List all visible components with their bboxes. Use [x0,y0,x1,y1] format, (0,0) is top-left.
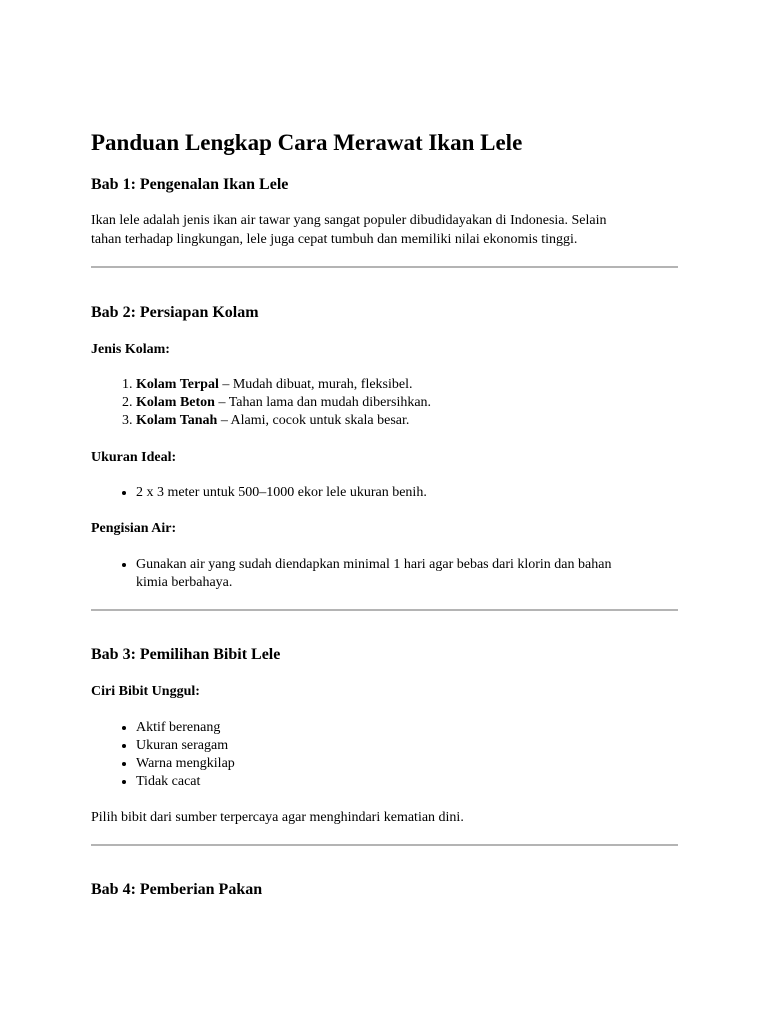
bab1-paragraph [91,211,671,249]
list-item: • Warna mengkilap [136,755,656,773]
list-item: • Aktif berenang [136,719,656,737]
list-item-line: kimia berbahaya. [136,575,233,590]
bab1-heading: Bab 1: Pengenalan Ikan Lele [91,176,289,193]
jenis-kolam-list [91,376,656,430]
section-divider [91,266,678,268]
ciri-bibit-list [91,719,656,791]
list-item-name: Kolam Tanah [136,413,218,428]
list-item [136,412,656,430]
jenis-kolam-label: Jenis Kolam: [91,342,170,357]
bab3-heading: Bab 3: Pemilihan Bibit Lele [91,646,281,663]
pengisian-air-list [91,556,656,592]
pengisian-air-label: Pengisian Air: [91,521,177,536]
list-item: • Tidak cacat [136,773,656,791]
bab4-heading: Bab 4: Pemberian Pakan [91,881,263,898]
bab3-closing: Pilih bibit dari sumber terpercaya agar menghindari kematian dini. [91,810,464,825]
ukuran-ideal-label: Ukuran Ideal: [91,450,177,465]
bab1-paragraph-line: Ikan lele adalah jenis ikan air tawar yang sangat populer dibudidayakan di Indonesia. Selain [91,213,607,228]
list-item: • 2 x 3 meter untuk 500–1000 ekor lele ukuran benih. [136,484,656,502]
list-item-line: • Gunakan air yang sudah diendapkan minimal 1 hari agar bebas dari klorin dan bahan [136,557,612,572]
list-item [136,376,656,394]
document-title: Panduan Lengkap Cara Merawat Ikan Lele [91,130,523,155]
list-item-desc: – Alami, cocok untuk skala besar. [217,413,410,428]
section-divider [91,609,678,611]
bab2-heading: Bab 2: Persiapan Kolam [91,304,259,321]
ukuran-ideal-list [91,484,656,502]
list-item-name: Kolam Terpal [136,377,219,392]
list-item-desc: – Tahan lama dan mudah dibersihkan. [214,395,432,410]
bab1-paragraph-line: tahan terhadap lingkungan, lele juga cepat tumbuh dan memiliki nilai ekonomis tinggi. [91,232,578,247]
list-item [136,556,656,592]
list-item-name: Kolam Beton [136,395,215,410]
list-item [136,394,656,412]
list-item-desc: – Mudah dibuat, murah, fleksibel. [218,377,413,392]
ciri-bibit-label: Ciri Bibit Unggul: [91,684,200,699]
list-item: • Ukuran seragam [136,737,656,755]
section-divider [91,844,678,846]
